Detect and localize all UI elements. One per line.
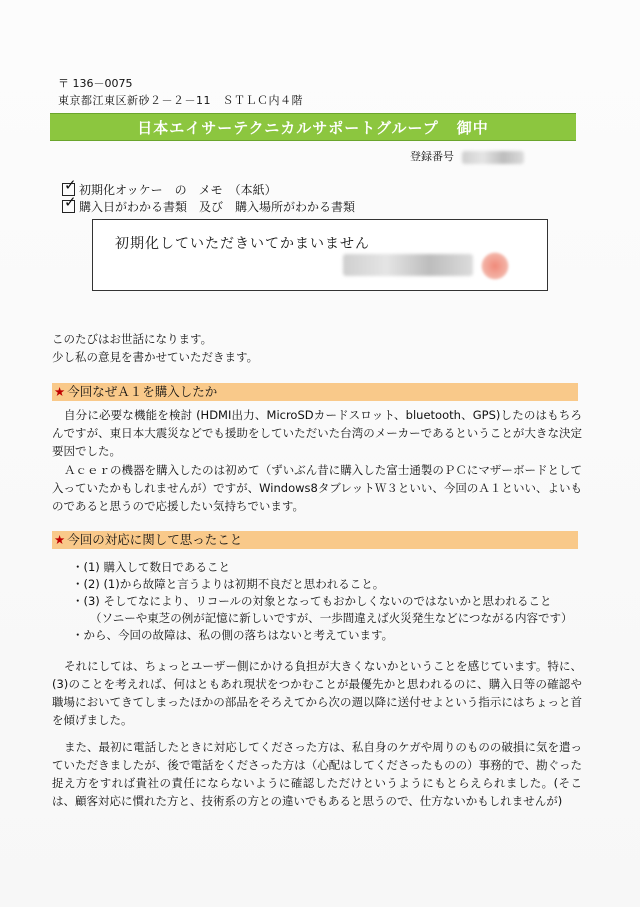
signature-area xyxy=(343,252,513,278)
recipient-name: 日本エイサーテクニカルサポートグループ xyxy=(137,118,439,137)
intro-text xyxy=(52,330,582,366)
checklist-label: 購入日がわかる書類 及び 購入場所がわかる書類 xyxy=(79,200,356,214)
recipient-honorific: 御中 xyxy=(456,118,489,137)
redacted-registration-value xyxy=(462,151,524,164)
list-item: （ソニーや東芝の例が記憶に新しいですが、一歩間違えば火災発生などにつながる内容です） xyxy=(90,611,573,625)
bullet-list xyxy=(72,559,582,644)
checkbox-checked-icon: ✓ xyxy=(64,176,77,194)
recipient-banner xyxy=(50,113,576,141)
star-icon: ★ xyxy=(54,384,66,399)
checklist-item-documents xyxy=(62,193,356,215)
recipient-address: 東京都江東区新砂２－２－11 ＳＴＬＣ内４階 xyxy=(58,94,303,107)
intro-line: 少し私の意見を書かせていただきます。 xyxy=(52,350,259,364)
list-item: ・(1) 購入して数日であること xyxy=(72,560,230,574)
checklist-item-memo xyxy=(62,176,277,198)
section-heading-response xyxy=(52,531,578,549)
list-item: ・(3) そしてなにより、リコールの対象となってもおかしくないのではないかと思われること xyxy=(72,594,552,608)
paragraph: それにしては、ちょっとユーザー側にかける負担が大きくないかということを感じています。特に、(3)のことを考えれば、何はともあれ現状をつかむことが最優先かと思われるのに、購入日等の確認や職場においてきてしまったほかの部品をそろえてから次の週以降に送付せよという指示にはちょっと首を傾げました。 xyxy=(52,659,582,727)
section-title: 今回なぜＡ１を購入したか xyxy=(67,384,218,399)
registration-label: 登録番号 xyxy=(410,150,454,163)
list-item: ・から、今回の故障は、私の側の落ちはないと考えています。 xyxy=(72,628,394,642)
paragraph: 自分に必要な機能を検討 (HDMI出力、MicroSDカードスロット、bluetooth、GPS)したのはもちろんですが、東日本大震災などでも援助をしていただいた台湾のメーカーであるということが大きな決定要因でした。 xyxy=(52,408,582,458)
postal-code: 〒 136－0075 xyxy=(58,77,133,90)
seal-stamp-icon xyxy=(481,252,509,280)
star-icon: ★ xyxy=(54,532,66,547)
list-item: ・(2) (1)から故障と言うよりは初期不良だと思われること。 xyxy=(72,577,385,591)
paragraph: また、最初に電話したときに対応してくださった方は、私自身のケガや周りのものの破損に気を遣っていただきましたが、後で電話をくださった方は（心配はしてくださったものの）事務的で、勘ぐった捉え方をすれば貴社の責任にならないように確認しただけというようにもとらえられました。(そこは、顧客対応に慣れた方と、技術系の方との違いでもあると思うので、仕方ないかもしれませんが) xyxy=(52,740,582,808)
handwritten-note-box xyxy=(92,219,548,291)
checklist-label: 初期化オッケー の メモ （本紙） xyxy=(79,183,277,197)
registration-number xyxy=(410,150,524,164)
section-title: 今回の対応に関して思ったこと xyxy=(67,532,243,547)
section-heading-why-purchase xyxy=(52,383,578,401)
intro-line: このたびはお世話になります。 xyxy=(52,332,213,346)
redacted-signature xyxy=(343,254,473,276)
paragraph: Ａｃｅｒの機器を購入したのは初めて（ずいぶん昔に購入した富士通製のＰＣにマザーボードとして入っていたかもしれませんが）ですが、Windows8タブレットＷ３といい、今回のＡ１といい、よいものであると思うので応援したい気持ちでいます。 xyxy=(52,463,582,513)
checkbox-checked-icon: ✓ xyxy=(64,193,77,211)
handwritten-note: 初期化していただきいてかまいません xyxy=(115,236,370,252)
